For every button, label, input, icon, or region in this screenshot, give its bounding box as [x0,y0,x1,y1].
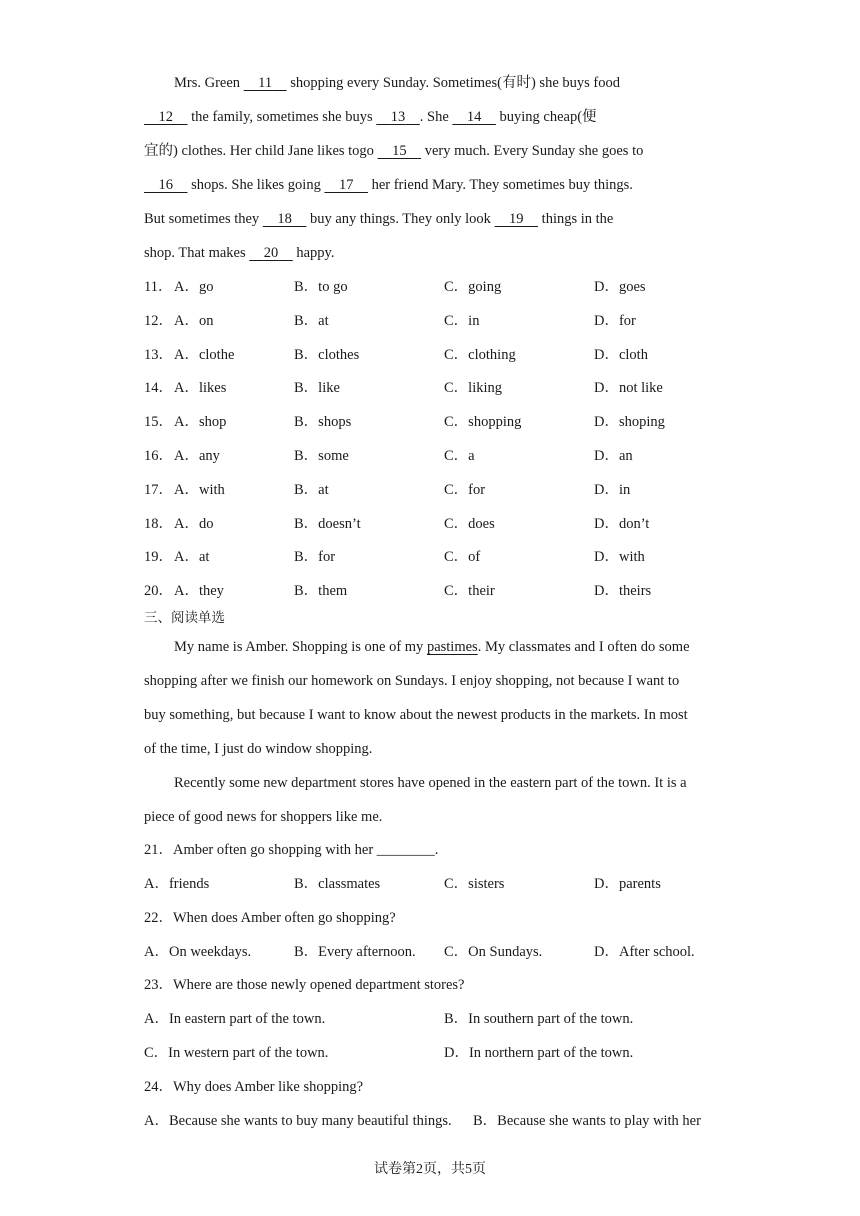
option-b[interactable]: B．to go [294,279,348,295]
option-d[interactable]: D．shoping [594,414,665,431]
question-21-stem: 21．Amber often go shopping with her ________. [144,842,439,858]
option-b[interactable]: B．them [294,583,348,600]
question-number: 16． [144,448,173,464]
option-b[interactable]: B．for [294,549,336,566]
option-d[interactable]: D．theirs [594,583,652,600]
q21-option-d[interactable]: D．parents [594,876,661,892]
blank-15: 15 [392,143,407,159]
passage1-line-4: 16 shops. She likes going 17 her friend Mary. They sometimes buy things. [144,175,633,195]
option-d[interactable]: D．for [594,312,636,329]
q23-option-d[interactable]: D．In northern part of the town. [444,1045,634,1061]
question-number: 15． [144,414,173,431]
blank-12: 12 [158,109,173,125]
blank-18: 18 [277,211,292,227]
blank-16: 16 [158,177,173,193]
section-heading: 三、阅读单选 [144,610,225,626]
question-number: 12． [144,312,173,329]
option-c[interactable]: C．a [444,448,475,464]
option-a[interactable]: A．they [174,583,224,600]
question-24-stem: 24．Why does Amber like shopping? [144,1079,364,1095]
option-a[interactable]: A．do [174,515,214,532]
passage1-line-3: 宜的) clothes. Her child Jane likes togo 15 very much. Every Sunday she goes to [144,143,644,159]
passage2-line-6: piece of good news for shoppers like me. [144,809,383,825]
option-a[interactable]: A．go [174,279,214,295]
option-a[interactable]: A．likes [174,380,227,397]
option-c[interactable]: C．of [444,549,481,566]
blank-13: 13 [390,109,406,125]
option-d[interactable]: D．in [594,481,631,498]
option-b[interactable]: B．like [294,380,340,397]
question-number: 14． [144,380,173,397]
passage2-line-5: Recently some new department stores have opened in the eastern part of the town. It is a [174,775,687,791]
option-d[interactable]: D．with [594,549,645,566]
passage2-line-1: My name is Amber. Shopping is one of my pastimes. My classmates and I often do some [174,639,690,655]
passage2-line-2: shopping after we finish our homework on Sundays. I enjoy shopping, not because I want to [144,673,680,689]
q23-option-b[interactable]: B．In southern part of the town. [444,1011,634,1027]
option-c[interactable]: C．going [444,279,502,295]
option-b[interactable]: B．at [294,312,329,329]
q23-option-c[interactable]: C．In western part of the town. [144,1045,329,1061]
option-c[interactable]: C．shopping [444,414,522,431]
option-a[interactable]: A．on [174,312,214,329]
passage1-line-2: 12 the family, sometimes she buys 13 . She 14 buying cheap(便 [144,107,597,127]
option-b[interactable]: B．at [294,481,329,498]
option-d[interactable]: D．not like [594,380,663,397]
option-a[interactable]: A．with [174,481,225,498]
passage1-line-1: Mrs. Green 11 shopping every Sunday. Sometimes(有时) she buys food [174,75,620,91]
page-footer: 试卷第2页，共5页 [374,1162,486,1177]
q24-option-b[interactable]: B．Because she wants to play with her [473,1113,701,1129]
option-b[interactable]: B．shops [294,414,352,431]
passage2-line-3: buy something, but because I want to know about the newest products in the markets. In most [144,707,688,723]
passage1-line-6: shop. That makes 20 happy. [144,245,335,261]
option-d[interactable]: D．goes [594,279,646,295]
question-number: 11． [144,279,173,295]
option-b[interactable]: B．some [294,448,349,464]
question-23-stem: 23．Where are those newly opened department stores? [144,977,465,993]
question-22-stem: 22．When does Amber often go shopping? [144,910,396,926]
option-b[interactable]: B．doesn’t [294,515,361,532]
q23-option-a[interactable]: A．In eastern part of the town. [144,1011,326,1027]
blank-14: 14 [466,109,482,125]
option-c[interactable]: C．clothing [444,346,516,363]
option-c[interactable]: C．in [444,312,480,329]
option-d[interactable]: D．don’t [594,515,650,532]
question-number: 20． [144,583,173,600]
question-number: 17． [144,481,173,498]
blank-19: 19 [509,211,524,227]
option-b[interactable]: B．clothes [294,346,360,363]
option-a[interactable]: A．any [174,448,220,464]
option-c[interactable]: C．for [444,481,486,498]
underlined-word: pastimes [426,639,478,655]
q21-option-c[interactable]: C．sisters [444,876,505,892]
question-number: 13． [144,346,173,363]
question-number: 18． [144,515,173,532]
q22-option-a[interactable]: A．On weekdays. [144,944,252,960]
option-a[interactable]: A．shop [174,414,227,431]
q24-option-a[interactable]: A．Because she wants to buy many beautiful things. [144,1113,452,1129]
blank-17: 17 [338,177,354,193]
option-c[interactable]: C．liking [444,380,503,397]
passage1-line-5: But sometimes they 18 buy any things. They only look 19 things in the [144,211,614,227]
q21-option-a[interactable]: A．friends [144,876,210,892]
option-a[interactable]: A．at [174,549,210,566]
passage2-line-4: of the time, I just do window shopping. [144,741,373,757]
option-d[interactable]: D．an [594,448,633,464]
option-d[interactable]: D．cloth [594,346,648,363]
blank-11: 11 [258,75,273,91]
question-number: 19． [144,549,173,566]
blank-20: 20 [263,245,279,261]
option-c[interactable]: C．does [444,515,495,532]
option-a[interactable]: A．clothe [174,346,235,363]
q22-option-d[interactable]: D．After school. [594,944,695,960]
q21-option-b[interactable]: B．classmates [294,876,381,892]
q22-option-c[interactable]: C．On Sundays. [444,944,543,960]
q22-option-b[interactable]: B．Every afternoon. [294,944,416,960]
option-c[interactable]: C．their [444,583,495,600]
